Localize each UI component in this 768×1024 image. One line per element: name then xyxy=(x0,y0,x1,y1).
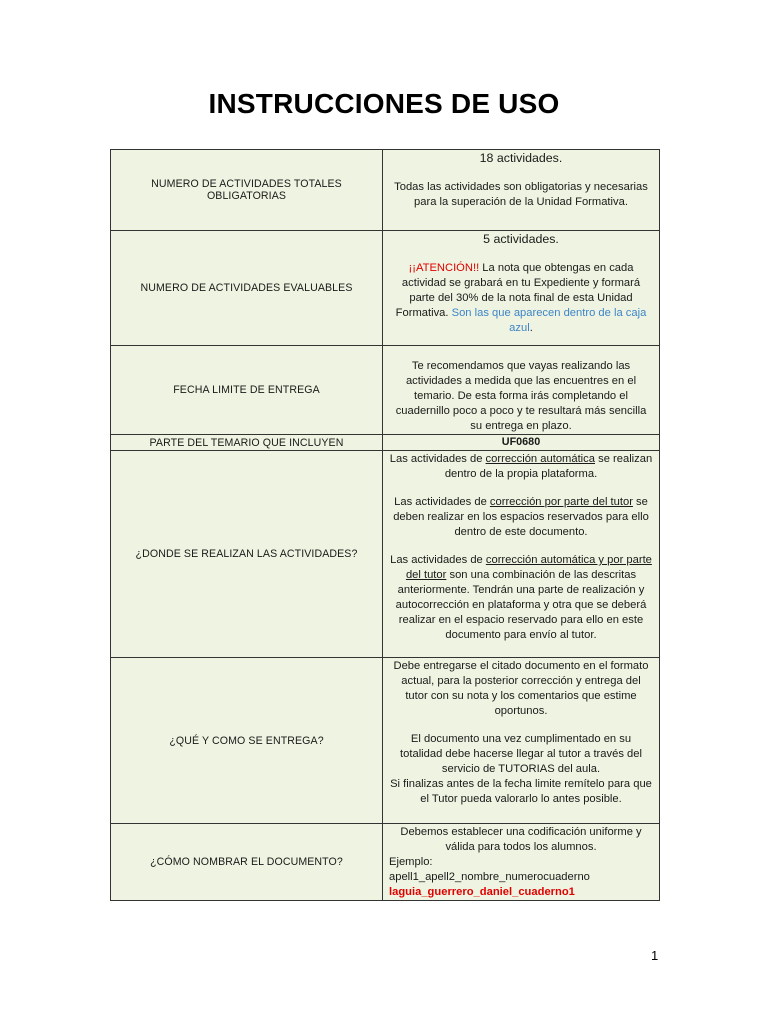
nombrar-pattern: apell1_apell2_nombre_numerocuaderno xyxy=(389,871,590,883)
donde-p3-u: corrección automática y por parte del tutor xyxy=(405,554,652,581)
evaluables-count: 5 actividades. xyxy=(483,232,559,246)
nombrar-example: laguia_guerrero_daniel_cuaderno1 xyxy=(389,886,575,898)
table-row-fecha xyxy=(111,346,660,435)
spacer xyxy=(389,247,653,261)
row-label-evaluables: NUMERO DE ACTIVIDADES EVALUABLES xyxy=(111,231,383,346)
evaluables-text: La nota que obtengas en cada actividad se grabará en tu Expediente y formará parte del 30% de la nota final de esta Unidad Formativa. xyxy=(395,262,641,319)
donde-p2-a: Las actividades de xyxy=(394,496,490,508)
table-row-entrega xyxy=(111,658,660,824)
total-count: 18 actividades. xyxy=(479,151,563,165)
donde-p2-u: corrección por parte del tutor xyxy=(489,496,633,508)
table-row-donde xyxy=(111,451,660,658)
donde-p3-a: Las actividades de xyxy=(390,554,486,566)
row-label-nombrar: ¿CÓMO NOMBRAR EL DOCUMENTO? xyxy=(111,824,383,901)
row-content-nombrar xyxy=(383,824,660,901)
page-number: 1 xyxy=(651,948,659,963)
evaluables-end: . xyxy=(529,322,533,334)
row-content-entrega xyxy=(383,658,660,824)
table-row-temario xyxy=(111,435,660,451)
row-label-temario: PARTE DEL TEMARIO QUE INCLUYEN xyxy=(111,435,383,451)
donde-p2-b: se deben realizar en los espacios reservados para ello dentro de este documento. xyxy=(393,496,649,538)
row-label-donde: ¿DONDE SE REALIZAN LAS ACTIVIDADES? xyxy=(111,451,383,658)
row-label-entrega: ¿QUÉ Y COMO SE ENTREGA? xyxy=(111,658,383,824)
table-row-total xyxy=(111,150,660,231)
donde-p3-b: son una combinación de las descritas anteriormente. Tendrán una parte de realización y autocorrección en plataforma y otra que se deberá realizar en el espacio reservado para ello en este documento para envío al tutor. xyxy=(395,569,647,641)
donde-p1-b: se realizan dentro de la propia plataforma. xyxy=(444,453,653,480)
spacer xyxy=(389,719,653,732)
table-row-nombrar xyxy=(111,824,660,901)
entrega-p2: El documento una vez cumplimentado en su totalidad debe hacerse llegar al tutor a través del servicio de TUTORIAS del aula. xyxy=(400,733,642,775)
row-label-fecha: FECHA LIMITE DE ENTREGA xyxy=(111,346,383,435)
entrega-p1: Debe entregarse el citado documento en el formato actual, para la posterior corrección y entrega del tutor con su nota y los comentarios que estime oportunos. xyxy=(393,660,649,717)
donde-p1-u: corrección automática xyxy=(485,453,595,465)
spacer xyxy=(389,166,653,180)
row-content-total xyxy=(383,150,660,231)
nombrar-example-label: Ejemplo: xyxy=(389,856,433,868)
row-content-temario: UF0680 xyxy=(383,435,660,451)
row-content-donde xyxy=(383,451,660,658)
spacer xyxy=(389,540,653,553)
instructions-table xyxy=(110,149,660,901)
row-content-evaluables xyxy=(383,231,660,346)
nombrar-p1: Debemos establecer una codificación uniforme y válida para todos los alumnos. xyxy=(400,826,642,853)
attention-badge: ¡¡ATENCIÓN!! xyxy=(408,262,480,274)
blue-box-note: Son las que aparecen dentro de la caja azul xyxy=(451,307,647,334)
donde-p1-a: Las actividades de xyxy=(389,453,486,465)
spacer xyxy=(389,482,653,495)
total-text: Todas las actividades son obligatorias y necesarias para la superación de la Unidad Formativa. xyxy=(394,181,648,208)
entrega-p3: Si finalizas antes de la fecha limite remítelo para que el Tutor pueda valorarlo lo antes posible. xyxy=(390,778,652,805)
page-title: INSTRUCCIONES DE USO xyxy=(208,88,560,119)
row-label-total: NUMERO DE ACTIVIDADES TOTALES OBLIGATORIAS xyxy=(111,150,383,231)
row-content-fecha: Te recomendamos que vayas realizando las actividades a medida que las encuentres en el temario. De esta forma irás completando el cuadernillo poco a poco y te resultará más sencilla su entrega en plazo. xyxy=(383,346,660,435)
table-row-evaluables xyxy=(111,231,660,346)
